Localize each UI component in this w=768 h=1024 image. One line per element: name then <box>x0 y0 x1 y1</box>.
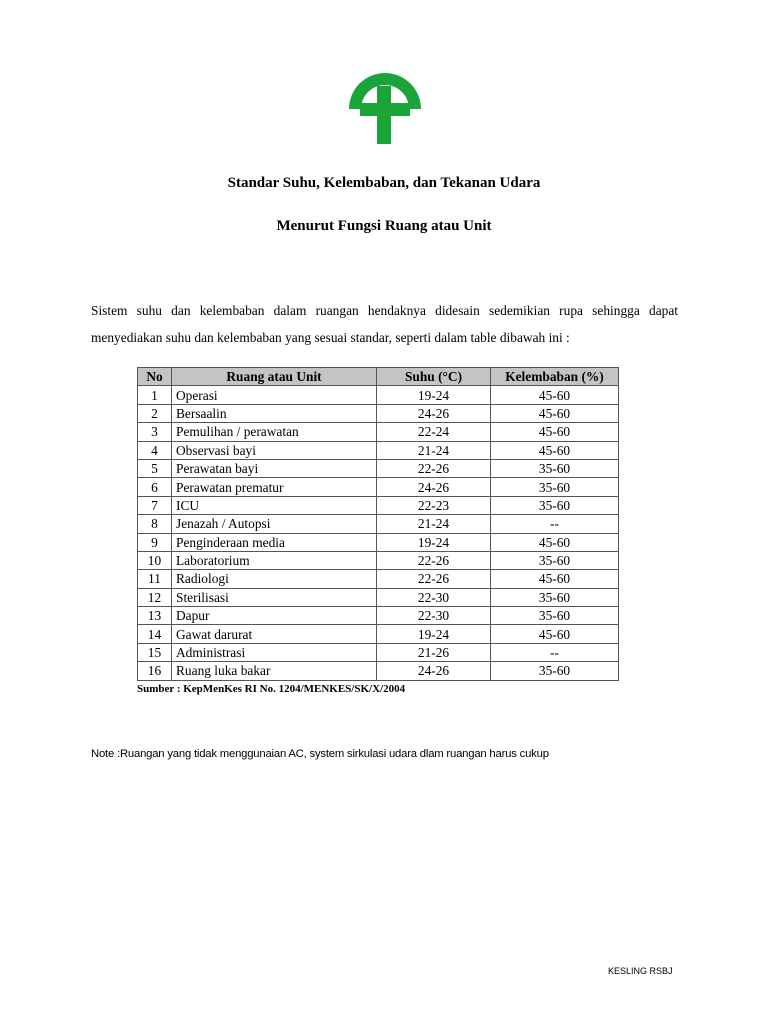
cell-temperature: 21-24 <box>377 515 491 533</box>
table-row <box>138 404 619 422</box>
table-row <box>138 441 619 459</box>
cell-unit: Gawat darurat <box>172 625 377 643</box>
cell-temperature: 21-24 <box>377 441 491 459</box>
page-subtitle: Menurut Fungsi Ruang atau Unit <box>276 218 492 234</box>
cell-unit: ICU <box>172 496 377 514</box>
cell-no: 11 <box>138 570 172 588</box>
header-temperature: Suhu (°C) <box>377 368 491 386</box>
cell-humidity: 35-60 <box>491 459 619 477</box>
header-unit: Ruang atau Unit <box>172 368 377 386</box>
cell-unit: Ruang luka bakar <box>172 662 377 680</box>
cell-humidity: 45-60 <box>491 386 619 404</box>
note-text: Note :Ruangan yang tidak menggunaian AC, system sirkulasi udara dlam ruangan harus cukup <box>91 748 549 760</box>
header-no: No <box>138 368 172 386</box>
cell-temperature: 24-26 <box>377 478 491 496</box>
cell-unit: Radiologi <box>172 570 377 588</box>
cell-no: 10 <box>138 551 172 569</box>
cell-no: 4 <box>138 441 172 459</box>
cell-temperature: 22-26 <box>377 459 491 477</box>
table-row <box>138 662 619 680</box>
cell-temperature: 22-23 <box>377 496 491 514</box>
cell-unit: Operasi <box>172 386 377 404</box>
cell-unit: Penginderaan media <box>172 533 377 551</box>
cell-humidity: 45-60 <box>491 533 619 551</box>
cell-humidity: 35-60 <box>491 588 619 606</box>
cell-humidity: 35-60 <box>491 496 619 514</box>
table-row <box>138 515 619 533</box>
cell-unit: Sterilisasi <box>172 588 377 606</box>
cell-temperature: 22-26 <box>377 551 491 569</box>
table-row <box>138 570 619 588</box>
table-row <box>138 386 619 404</box>
cell-unit: Administrasi <box>172 643 377 661</box>
cell-no: 6 <box>138 478 172 496</box>
header-humidity: Kelembaban (%) <box>491 368 619 386</box>
cell-temperature: 21-26 <box>377 643 491 661</box>
cell-no: 13 <box>138 607 172 625</box>
cell-unit: Perawatan prematur <box>172 478 377 496</box>
table-row <box>138 459 619 477</box>
cell-humidity: 45-60 <box>491 625 619 643</box>
cell-unit: Bersaalin <box>172 404 377 422</box>
table-row <box>138 533 619 551</box>
intro-paragraph: Sistem suhu dan kelembaban dalam ruangan hendaknya didesain sedemikian rupa sehingga dapat menyediakan suhu dan kelembaban yang sesuai standar, seperti dalam table dibawah ini : <box>91 303 678 345</box>
cell-unit: Pemulihan / perawatan <box>172 423 377 441</box>
table-header-row <box>138 368 619 386</box>
cell-humidity: 45-60 <box>491 423 619 441</box>
table-row <box>138 423 619 441</box>
cell-no: 5 <box>138 459 172 477</box>
cell-no: 14 <box>138 625 172 643</box>
cell-unit: Laboratorium <box>172 551 377 569</box>
table-row <box>138 478 619 496</box>
cell-temperature: 22-30 <box>377 607 491 625</box>
table-row <box>138 625 619 643</box>
cell-no: 12 <box>138 588 172 606</box>
cell-no: 16 <box>138 662 172 680</box>
cell-no: 7 <box>138 496 172 514</box>
cell-unit: Observasi bayi <box>172 441 377 459</box>
cell-humidity: 35-60 <box>491 551 619 569</box>
cell-temperature: 24-26 <box>377 662 491 680</box>
cell-temperature: 22-30 <box>377 588 491 606</box>
cell-unit: Jenazah / Autopsi <box>172 515 377 533</box>
cell-no: 2 <box>138 404 172 422</box>
cell-humidity: -- <box>491 643 619 661</box>
cell-humidity: -- <box>491 515 619 533</box>
footer-label: KESLING RSBJ <box>608 966 673 976</box>
cell-temperature: 22-26 <box>377 570 491 588</box>
cell-humidity: 45-60 <box>491 570 619 588</box>
cell-humidity: 35-60 <box>491 662 619 680</box>
table-row <box>138 588 619 606</box>
cell-humidity: 45-60 <box>491 441 619 459</box>
table-row <box>138 551 619 569</box>
cell-temperature: 19-24 <box>377 533 491 551</box>
cell-humidity: 35-60 <box>491 478 619 496</box>
table-row <box>138 643 619 661</box>
source-citation: Sumber : KepMenKes RI No. 1204/MENKES/SK/X/2004 <box>137 683 406 695</box>
cell-temperature: 22-24 <box>377 423 491 441</box>
cell-humidity: 45-60 <box>491 404 619 422</box>
cell-no: 3 <box>138 423 172 441</box>
cell-no: 9 <box>138 533 172 551</box>
cell-temperature: 19-24 <box>377 386 491 404</box>
table-row <box>138 496 619 514</box>
page-title: Standar Suhu, Kelembaban, dan Tekanan Udara <box>227 175 541 191</box>
standards-table <box>137 367 619 681</box>
cell-humidity: 35-60 <box>491 607 619 625</box>
cell-no: 8 <box>138 515 172 533</box>
cell-no: 1 <box>138 386 172 404</box>
cell-temperature: 24-26 <box>377 404 491 422</box>
cell-unit: Perawatan bayi <box>172 459 377 477</box>
cell-no: 15 <box>138 643 172 661</box>
cell-unit: Dapur <box>172 607 377 625</box>
cell-temperature: 19-24 <box>377 625 491 643</box>
green-cross-logo-icon <box>344 68 426 146</box>
table-row <box>138 607 619 625</box>
